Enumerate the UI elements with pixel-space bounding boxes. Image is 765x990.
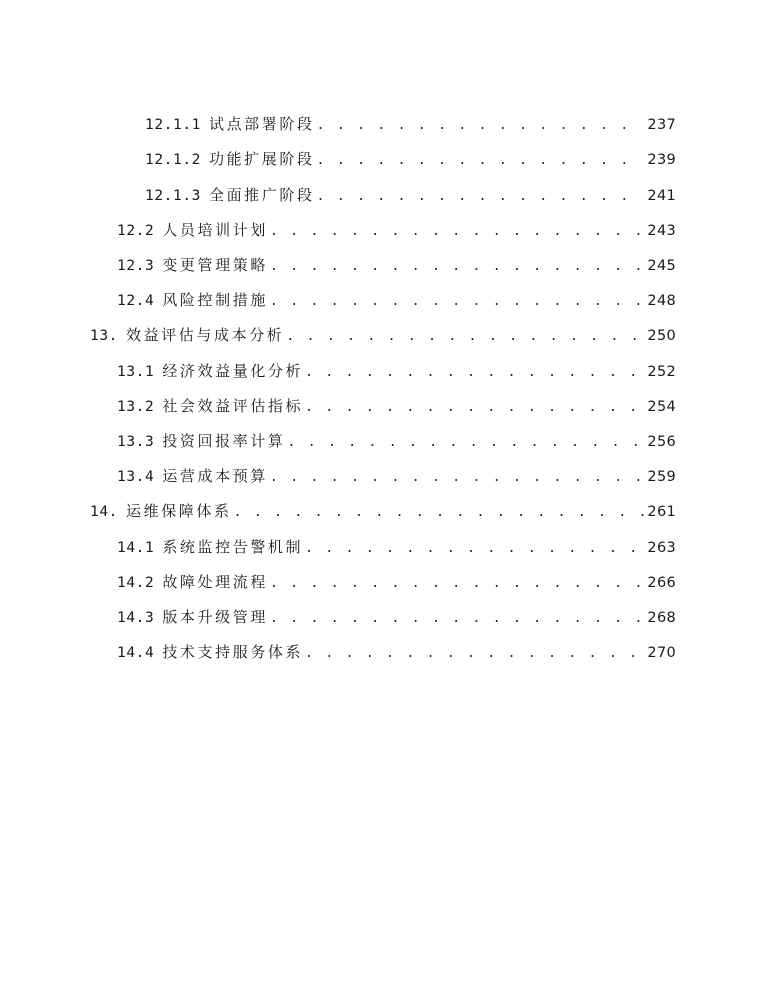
toc-entry-13[interactable] bbox=[90, 323, 676, 347]
toc-entry-14[interactable] bbox=[90, 499, 676, 523]
toc-entry-title: 功能扩展阶段 bbox=[208, 150, 315, 168]
toc-dot-leader bbox=[270, 572, 643, 596]
toc-entry-title: 效益评估与成本分析 bbox=[126, 326, 285, 344]
toc-entry-page: 252 bbox=[647, 364, 676, 380]
toc-entry-page: 270 bbox=[647, 645, 676, 661]
toc-entry-title: 技术支持服务体系 bbox=[162, 643, 304, 661]
toc-entry-page: 248 bbox=[647, 293, 676, 309]
toc-entry-12-1-3[interactable] bbox=[145, 183, 676, 207]
toc-entry-14-3[interactable] bbox=[117, 605, 676, 629]
toc-entry-number: 12.3 bbox=[117, 258, 155, 274]
toc-entry-page: 268 bbox=[647, 610, 676, 626]
toc-entry-title: 系统监控告警机制 bbox=[162, 538, 304, 556]
toc-entry-number: 14.4 bbox=[117, 645, 155, 661]
toc-entry-title: 运维保障体系 bbox=[126, 502, 232, 520]
toc-entry-number: 14.1 bbox=[117, 540, 155, 556]
toc-entry-13-3[interactable] bbox=[117, 429, 676, 453]
toc-dot-leader bbox=[286, 325, 646, 349]
toc-entry-page: 263 bbox=[647, 540, 676, 556]
toc-entry-13-4[interactable] bbox=[117, 464, 676, 488]
toc-entry-title: 故障处理流程 bbox=[162, 573, 268, 591]
toc-entry-number: 14.2 bbox=[117, 575, 155, 591]
toc-entry-title: 人员培训计划 bbox=[162, 221, 268, 239]
toc-dot-leader bbox=[234, 501, 647, 525]
toc-entry-13-2[interactable] bbox=[117, 394, 676, 418]
toc-entry-title: 全面推广阶段 bbox=[208, 186, 315, 204]
toc-entry-page: 256 bbox=[647, 434, 676, 450]
toc-entry-14-2[interactable] bbox=[117, 570, 676, 594]
toc-dot-leader bbox=[270, 290, 643, 314]
toc-dot-leader bbox=[305, 537, 643, 561]
toc-entry-number: 13.3 bbox=[117, 434, 155, 450]
toc-dot-leader bbox=[317, 114, 644, 138]
toc-dot-leader bbox=[270, 220, 643, 244]
toc-entry-title: 经济效益量化分析 bbox=[162, 362, 304, 380]
toc-entry-number: 12.1.3 bbox=[145, 188, 201, 204]
toc-dot-leader bbox=[305, 396, 643, 420]
toc-entry-12-3[interactable] bbox=[117, 253, 676, 277]
toc-entry-title: 社会效益评估指标 bbox=[162, 397, 304, 415]
toc-entry-page: 254 bbox=[647, 399, 676, 415]
toc-entry-page: 243 bbox=[647, 223, 676, 239]
toc-entry-title: 风险控制措施 bbox=[162, 291, 268, 309]
toc-entry-title: 试点部署阶段 bbox=[208, 115, 315, 133]
toc-entry-12-1-1[interactable] bbox=[145, 112, 676, 136]
toc-entry-number: 12.4 bbox=[117, 293, 155, 309]
toc-entry-page: 237 bbox=[647, 117, 676, 133]
toc-entry-page: 261 bbox=[647, 504, 676, 520]
toc-entry-number: 14.3 bbox=[117, 610, 155, 626]
toc-entry-number: 13. bbox=[90, 328, 118, 344]
toc-dot-leader bbox=[270, 255, 643, 279]
toc-entry-13-1[interactable] bbox=[117, 359, 676, 383]
toc-entry-number: 12.1.1 bbox=[145, 117, 201, 133]
toc-dot-leader bbox=[270, 607, 643, 631]
toc-entry-page: 245 bbox=[647, 258, 676, 274]
toc-entry-page: 241 bbox=[647, 188, 676, 204]
toc-dot-leader bbox=[305, 361, 643, 385]
toc-entry-number: 13.1 bbox=[117, 364, 155, 380]
toc-entry-title: 运营成本预算 bbox=[162, 467, 268, 485]
toc-dot-leader bbox=[317, 185, 644, 209]
toc-entry-12-2[interactable] bbox=[117, 218, 676, 242]
toc-entry-number: 12.2 bbox=[117, 223, 155, 239]
toc-entry-number: 12.1.2 bbox=[145, 152, 201, 168]
toc-entry-number: 14. bbox=[90, 504, 118, 520]
toc-dot-leader bbox=[305, 642, 643, 666]
toc-dot-leader bbox=[270, 466, 643, 490]
toc-dot-leader bbox=[288, 431, 644, 455]
toc-dot-leader bbox=[317, 149, 644, 173]
toc-entry-title: 变更管理策略 bbox=[162, 256, 268, 274]
toc-entry-title: 版本升级管理 bbox=[162, 608, 268, 626]
toc-entry-number: 13.2 bbox=[117, 399, 155, 415]
toc-entry-page: 266 bbox=[647, 575, 676, 591]
toc-entry-14-4[interactable] bbox=[117, 640, 676, 664]
toc-entry-12-4[interactable] bbox=[117, 288, 676, 312]
toc-entry-14-1[interactable] bbox=[117, 535, 676, 559]
toc-entry-page: 250 bbox=[647, 328, 676, 344]
toc-entry-page: 259 bbox=[647, 469, 676, 485]
toc-entry-page: 239 bbox=[647, 152, 676, 168]
toc-entry-number: 13.4 bbox=[117, 469, 155, 485]
toc-entry-12-1-2[interactable] bbox=[145, 147, 676, 171]
toc-entry-title: 投资回报率计算 bbox=[162, 432, 286, 450]
